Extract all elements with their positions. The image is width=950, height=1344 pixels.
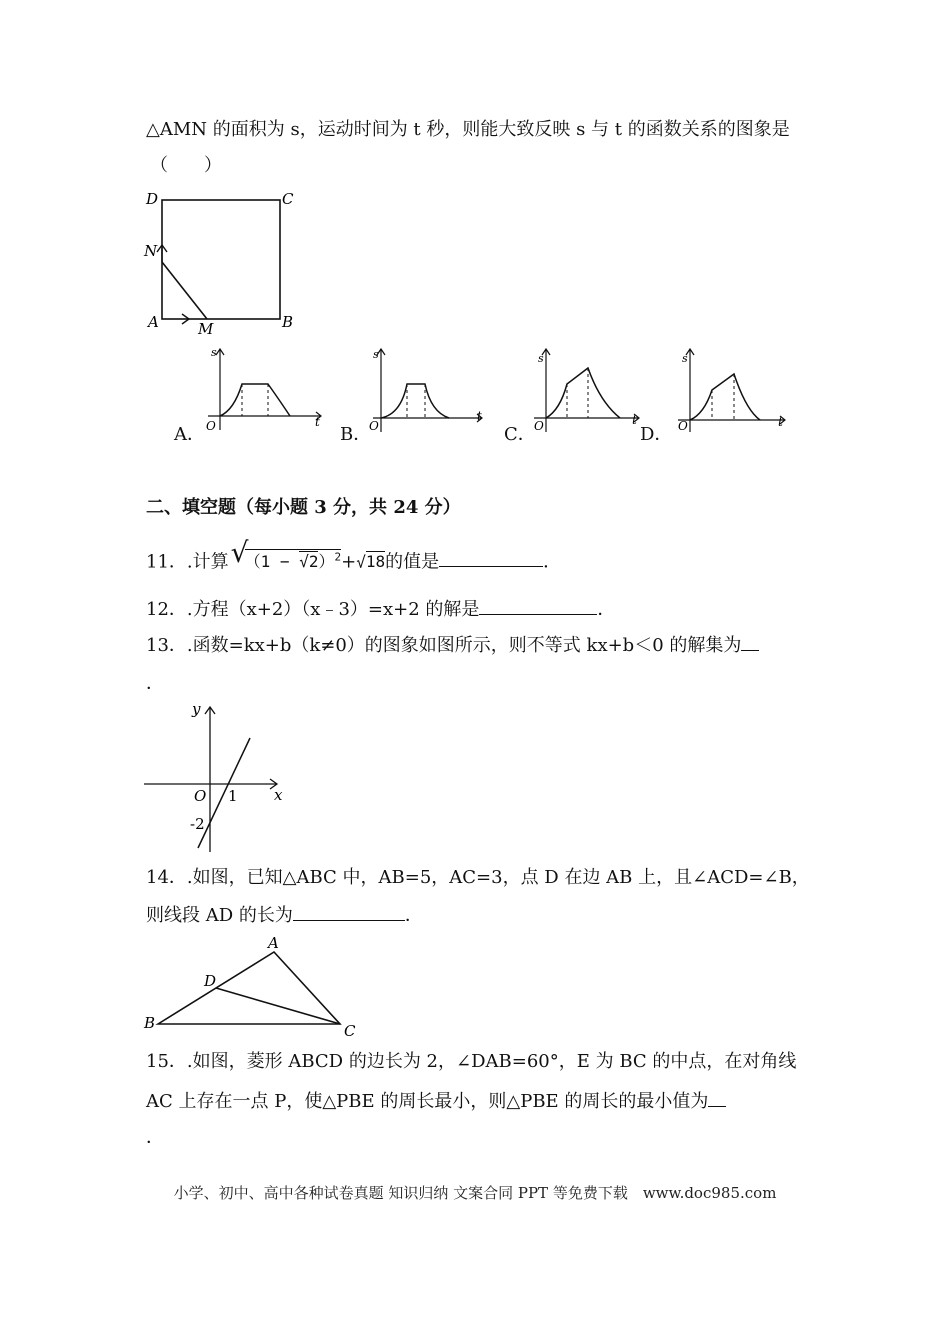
option-d-graph (674, 340, 794, 435)
svg-text:t: t (632, 413, 637, 427)
label-n: N (144, 242, 158, 260)
option-c-graph (530, 340, 650, 435)
svg-text:y: y (192, 700, 201, 718)
q15-line1: 15．.如图，菱形 ABCD 的边长为 2，∠DAB=60°，E 为 BC 的中点，在对角线 (146, 1051, 797, 1072)
svg-text:s: s (211, 346, 217, 359)
q14-line2: 则线段 AD 的长为 ． (146, 902, 423, 928)
q13-line-graph (140, 698, 300, 858)
q11-radical: √ $(1 - √2)^2$ (230, 536, 342, 572)
svg-text:A: A (268, 934, 279, 952)
q10-text-line1: △AMN 的面积为 s，运动时间为 t 秒，则能大致反映 s 与 t 的函数关系的图象是 (146, 119, 790, 140)
label-m: M (198, 320, 214, 338)
svg-text:t: t (315, 415, 320, 429)
svg-text:O: O (206, 419, 216, 433)
svg-text:B: B (144, 1014, 156, 1032)
page-footer: 小学、初中、高中各种试卷真题 知识归纳 文案合同 PPT 等免费下载 www.doc985.com (173, 1184, 777, 1202)
option-c-label[interactable]: C． (504, 424, 536, 445)
q12-answer-blank[interactable] (479, 596, 597, 615)
svg-text:t: t (778, 415, 783, 429)
segment-nm (162, 262, 207, 319)
q13-answer-blank[interactable] (741, 632, 759, 651)
q12-line: 12．.方程（x+2）（x﹣3）=x+2 的解是 ． (146, 596, 615, 622)
section-heading: 二、填空题（每小题 3 分，共 24 分） (146, 497, 461, 518)
svg-text:C: C (344, 1022, 356, 1040)
q13-line2: ． (146, 673, 164, 694)
square-abcd (162, 200, 280, 319)
option-a-curve (220, 384, 290, 416)
option-a-label[interactable]: A． (174, 424, 205, 445)
q15-answer-blank[interactable] (708, 1088, 726, 1107)
q14-triangle-figure (140, 930, 370, 1042)
q13-line1: 13．.函数=kx+b（k≠0）的图象如图所示，则不等式 kx+b＜0 的解集为 (146, 632, 759, 658)
svg-text:s: s (373, 348, 379, 361)
q11-line: 11．.计算 √ $(1 - √2)^2+√18$的值是 ． (146, 536, 562, 573)
q10-answer-parens: （ ） (150, 155, 222, 176)
q11-radical-2: √18 (356, 552, 386, 572)
option-d-curve (690, 374, 760, 420)
square-figure (140, 186, 310, 338)
q14-answer-blank[interactable] (293, 902, 405, 921)
option-b-label[interactable]: B． (340, 424, 372, 445)
svg-text:s: s (682, 352, 688, 365)
svg-text:O: O (369, 419, 379, 433)
svg-text:O: O (534, 419, 544, 433)
svg-text:x: x (274, 786, 283, 804)
label-d: D (146, 190, 159, 208)
triangle-abc (158, 952, 340, 1024)
label-b: B (282, 313, 294, 331)
q15-line3: ． (146, 1127, 164, 1148)
q15-line2: AC 上存在一点 P，使△PBE 的周长最小，则△PBE 的周长的最小值为 (146, 1088, 726, 1114)
svg-text:O: O (678, 419, 688, 433)
segment-cd (216, 988, 340, 1024)
q11-prefix: 11．.计算 (146, 551, 229, 573)
q14-line1: 14．.如图，已知△ABC 中，AB=5，AC=3，点 D 在边 AB 上，且∠ACD=∠B， (146, 867, 810, 888)
label-c: C (282, 190, 294, 208)
svg-text:s: s (538, 352, 544, 365)
option-d-label[interactable]: D． (640, 424, 673, 445)
option-a-graph (200, 340, 330, 435)
svg-text:D: D (204, 972, 217, 990)
svg-text:t: t (477, 409, 482, 423)
option-b-curve (381, 384, 449, 418)
svg-text:-2: -2 (190, 815, 205, 833)
svg-text:O: O (194, 787, 207, 805)
svg-text:1: 1 (228, 787, 238, 805)
q11-answer-blank[interactable] (439, 548, 543, 567)
option-c-curve (546, 368, 620, 418)
option-b-graph (365, 340, 495, 435)
label-a: A (148, 313, 159, 331)
